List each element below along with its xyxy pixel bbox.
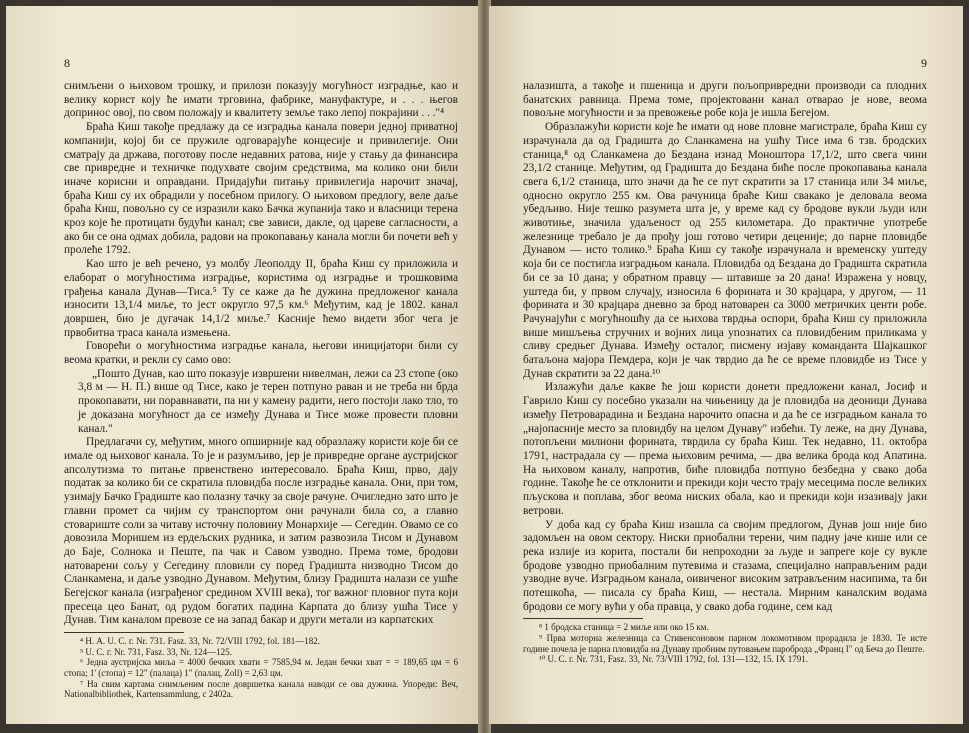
page-number-right: 9 — [921, 56, 927, 70]
paragraph: налазишта, а такође и пшеница и други пољопривредни производи са плодних банатских равница. Према томе, пројектовани канал отвараo је нове, веома повољне могућности и за превожење робе која је ишла Бегејом. — [523, 80, 927, 120]
left-footnotes — [64, 636, 458, 700]
block-quote: „Пошто Дунав, као што показује извршени нивелман, лежи са 23 стопе (око 3,8 м — Н. П.) више од Тисе, како је терен потпуно раван и не треба ни брда прокопавати, ни поравнавати, па ни у камену радити, него постоји лако тло, то је доказана могућност да се између Дунава и Тисе може провести пловни канал." — [78, 367, 458, 435]
paragraph: У доба кад су браћа Киш изашла са својим предлогом, Дунав још није био задомљен на овом сектору. Ниски приобални терени, чим падну јаче кише или се река излије из корита, постали би непроходни за људе и запреге које су вукле бродове узводно приобалним путевима и стазама, специјално направљеним ради узводне вуче. Изградњом канала, оивиченог високим затрављеним насипима, та би потешкоћа, — писала су браћа Киш, — нестала. Мирним каналским водама бродови се могу вући у оба правца, у свако доба године, сем кад — [523, 518, 927, 613]
paragraph: Као што је већ речено, уз молбу Леополду II, браћа Киш су приложила и елаборат о могућностима изградње, користима од изградње и трошковима грађења канала Дунав—Тиса.⁵ Ту се каже да ће дужина предложеног канала износити 13,1/4 миље, то јест округло 97,5 км.⁶ Међутим, кад је 1802. канал довршен, био је дугачак 14,1/2 миље.⁷ Касније ћемо видети због чега је првобитна траса канала измењена. — [64, 258, 458, 339]
footnote-divider — [523, 618, 643, 619]
footnote: ⁵ U. С. г. Nr. 731, Fasz. 33, Nr. 124—125. — [80, 646, 232, 657]
footnote: ⁶ Једна аустријска миља = 4000 бечких хвати = 7585,94 м. Један бечки хват = = 189,65 цм = 6 стопа; 1' (стопа) = 12" (палаца) 1" (палац, Zoll) = 2,63 цм. — [64, 657, 458, 678]
paragraph: Предлагачи су, међутим, много опширније кад образлажу користи које би се имале од њиховог канала. То је и разумљиво, јер је привредне органе аустријског апсолутизма то питање првенствено интересовало. Браћа Киш, прво, дају податак за колико би се скратила пловидба после изградње канала. Они, при том, узимају Бачко Градиште као полазну тачку за своје рачуне. Очигледно зато што је главни промет са чијим су транспортом они рачунали била со, а главно стовариште соли за читаву источну половину Монархије — Сегедин. Овамо се со довозила Моришем из ердељских рудника, и затим развозила Тисом и Дунавом до Баје, Солнока и Пеште, па чак и Савом узводно. Према томе, бродови натоварени сољу у Сегедину пловили су поред Градишта низводно Тисом до Сланкамена, и даље узводно Дунавом. Међутим, близу Градишта налази се ушће Бегејског канала (изграђеног средином XVIII века), тог важног пловног пута који пресеца цео Банат, од рудом богатих падина Карпата до близу ушћа Тисе у Дунав. Тим каналом превозе се на запад бакар и други метали из карпатских — [64, 436, 458, 627]
footnote: ⁴ Н. А. U. С. г. Nr. 731. Fasz. 33, Nr. 72/VIII 1792, fol. 181—182. — [80, 636, 321, 647]
paragraph: Образлажући користи које ће имати од нове пловне магистрале, браћа Киш су израчунала да од Градишта до Сланкамена на ушћу Тисе има 6 тзв. бродских станица,⁸ од Сланкамена до Бездана изнад Моноштора 17,1/2, што свега чини 23,1/2 станице. Међутим, од Градишта до Бездана биће после прокопавања канала свега 6,1/2 станица, што значи да ће се пут скратити за 17 станица или 34 миље, односно округло 255 км. Ова рачуница браће Киш свакако је деловала веома убедљиво. Није тешко разумета шта је, у време кад су бродове вукли људи или животиње, значила удаљеност од 255 километара. До практичне употребе железнице требало је да прођу још готово четири деценије; до парне пловидбе Дунавом — исто толико.⁹ Браћа Киш су такође израчунала и временску уштеду која би се постигла изградњом канала. Пловидба од Бездана до Градишта скратила би се за 10 дана; у обратном правцу — штавише за 20 дана! Изражена у новцу, уштеда би, у првом случају, износила 6 форината и 30 крајцара, у другом, — 11 форината и 30 крајцара дневно за брод натоварен са 3000 метричких центи робе. Рачунајући с могућношћу да се њихова тврдња оспори, браћа Киш су приложила више мишљења стручних и војних лица упознатих са пловидбеним приликама у сливу средњег Дунава. Између осталог, писмену изјаву команданта Шајкашког батаљона мајора Пемдера, који је чак тврдио да ће се време пловидбе из Тисе у Дунав скратити за 22 дана.¹⁰ — [523, 121, 927, 380]
footnote: ⁹ Прва моторна железница са Стивенсоновом парном локомотивом прорадила је 1830. Те исте године почела је парна пловидба на Дунаву пробним путовањем пароброда „Франц I" од Беча до Пеште. — [523, 633, 927, 654]
left-page-body — [64, 80, 458, 628]
footnote: ¹⁰ U. С. г. Nr. 731, Fasz. 33, Nr. 73/VIII 1792, fol. 131—132, 15. IX 1791. — [539, 654, 808, 665]
page-number-left: 8 — [64, 56, 70, 70]
right-page — [489, 6, 963, 724]
right-footnotes — [523, 622, 927, 664]
footnote-divider — [64, 632, 184, 633]
paragraph: Говорећи о могућностима изградње канала, његови иницијатори били су веома кратки, и рекли су само ово: — [64, 340, 458, 367]
left-page — [6, 6, 480, 724]
paragraph: Браћа Киш такође предлажу да се изградња канала повери једној приватној компанији, којој би се пружиле одговарајуће концесије и привилегије. Они сматрају да држава, поготову после недавних ратова, није у стању да финансира све привредне и техничке подухвате својим средствима, ма колико они били иначе корисни и оправдани. Придајући питању привилегија нарочит значај, браћа Киш су их обрадили у посебном прилогу. О њиховом предлогу, веле даље браћа Киш, повољно су се изразили како Бачка жупанија тако и власници терена кроз које ће протицати будући канал; све зависи, дакле, од царевe сагласности, а ако би се она одмах добила, радови на прокопавању канала могли би почети већ у пролеће 1792. — [64, 121, 458, 257]
footnote: ⁸ 1 бродска станица = 2 миље или око 15 км. — [539, 622, 709, 633]
paragraph: снимљени о њиховом трошку, и прилози показују могућност изградње, као и велику корист коју ће имати трговина, фабрике, мануфактуре, и . . . његов допринос овој, по свом положају и квалитету земље тако лепој покрајини . . ."⁴ — [64, 80, 458, 120]
paragraph: Излажући даље какве ће још користи донети предложени канал, Јосиф и Гаврило Киш су посебно указали на чињеницу да је пловидба на деоници Дунава између Петроварадина и Бездана нарочито опасна и да ће се изградњом канала то „најопасније место за пловидбу на целом Дунаву" избећи. Ту леже, на дну Дунава, потопљени милиони форината, тврдила су браћа Киш. Тек недавно, 11. октобра 1791, настрадала су — према њиховим речима, — два велика брода код Апатина. На њиховом каналу, напротив, биће пловидба потпуно безбедна у свако доба године. Такође ће се отклонити и прекиди који често трају месецима после великих пљускова и поплава, због веома ниских обала, као и прекиди који изазивају јаки ветрови. — [523, 381, 927, 517]
footnote: ⁷ На свим картама снимљеним после довршетка канала наводи се ова дужина. Упореди: Веч, Nationalbibliothek, Kartensammlung, с 2402а. — [64, 678, 458, 700]
right-page-body — [523, 80, 927, 614]
